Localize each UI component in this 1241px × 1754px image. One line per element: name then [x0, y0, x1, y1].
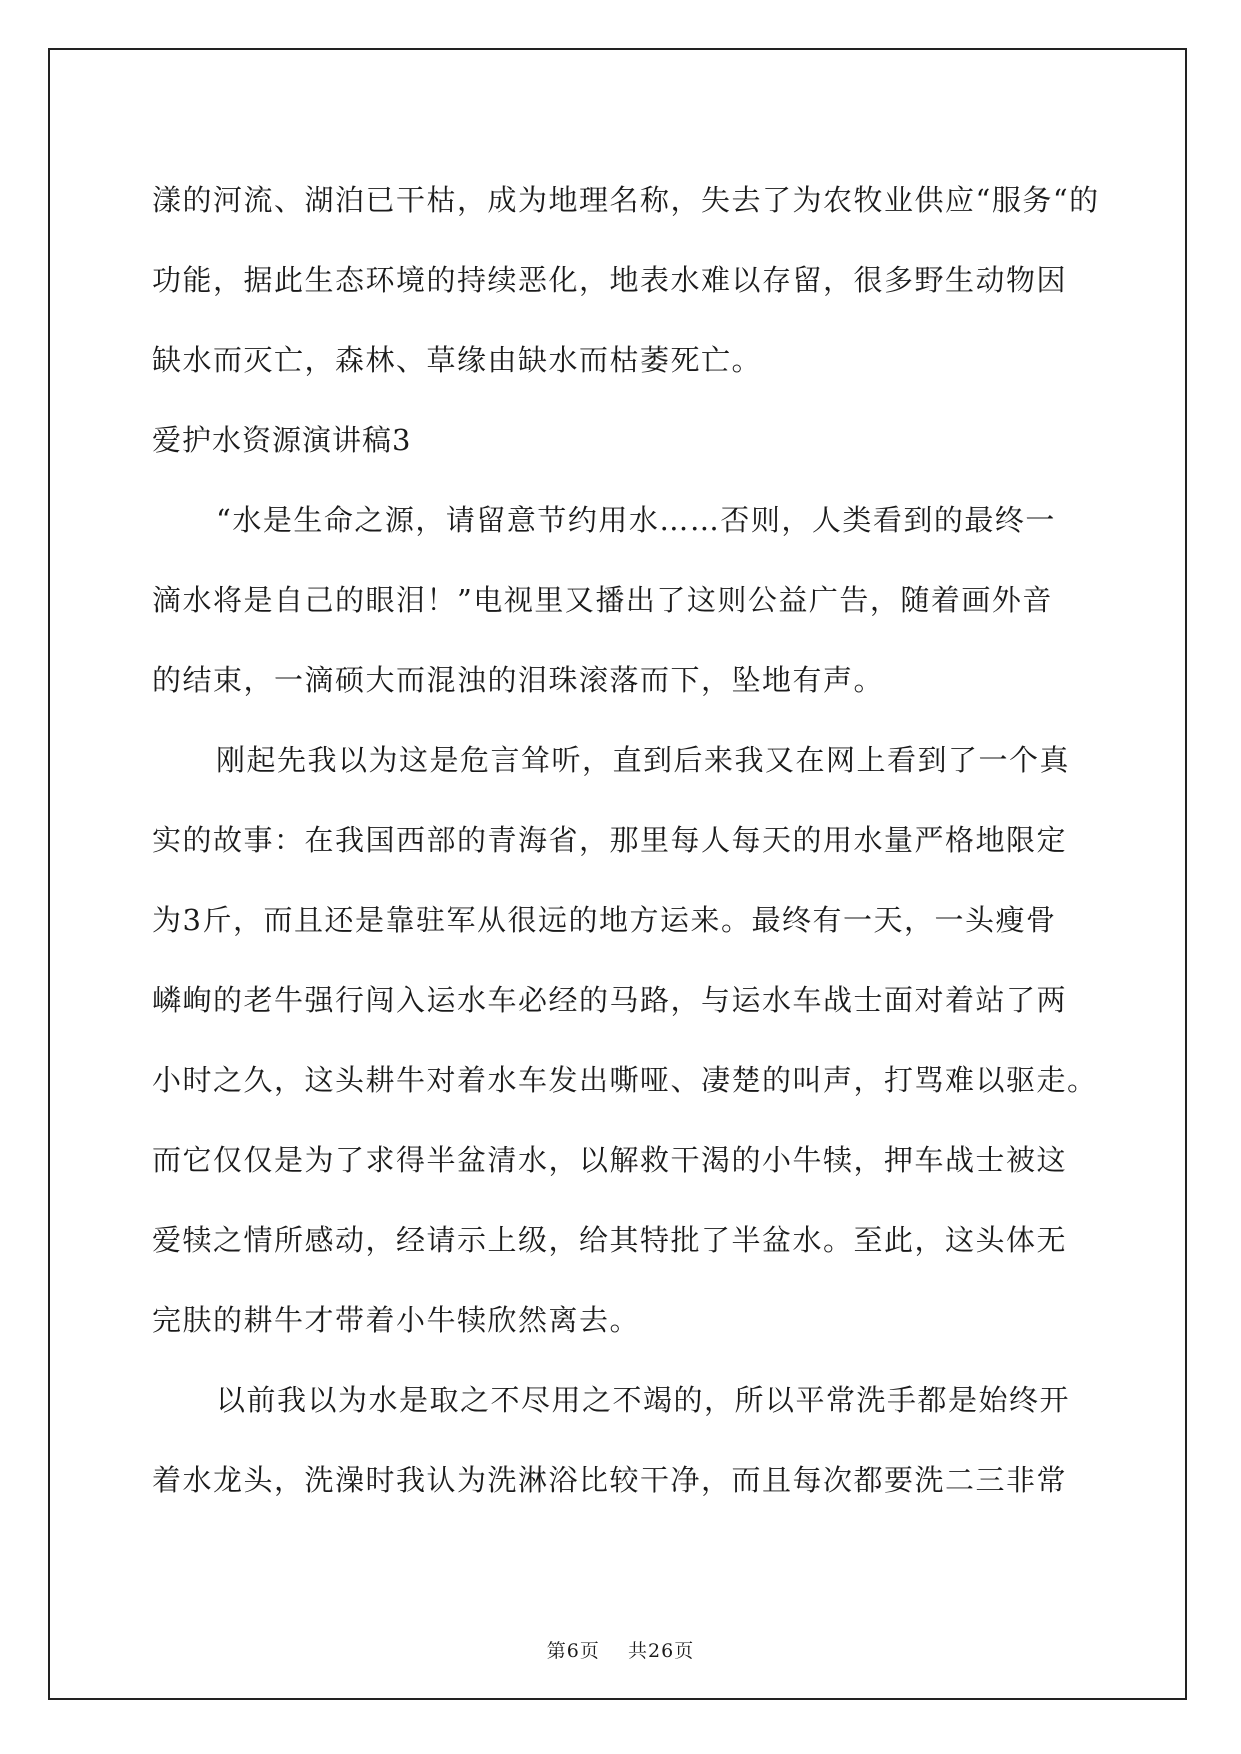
- text-line: 着水龙头，洗澡时我认为洗淋浴比较干净，而且每次都要洗二三非常: [152, 1463, 1068, 1497]
- text-line: 功能，据此生态环境的持续恶化，地表水难以存留，很多野生动物因: [152, 263, 1068, 297]
- text-line: 嶙峋的老牛强行闯入运水车必经的马路，与运水车战士面对着站了两: [152, 983, 1068, 1017]
- text-line: 漾的河流、湖泊已干枯，成为地理名称，失去了为农牧业供应“服务“的: [152, 183, 1100, 217]
- text-line: 实的故事：在我国西部的青海省，那里每人每天的用水量严格地限定: [152, 823, 1068, 857]
- text-line: 以前我以为水是取之不尽用之不竭的，所以平常洗手都是始终开: [216, 1383, 1071, 1417]
- paragraph-1: [152, 480, 1092, 720]
- paragraph-2: [152, 720, 1098, 1360]
- text-line: 而它仅仅是为了求得半盆清水，以解救干渴的小牛犊，押车战士被这: [152, 1143, 1068, 1177]
- text-line: 为3斤，而且还是靠驻军从很远的地方运来。最终有一天，一头瘦骨: [152, 903, 1057, 937]
- text-line: 小时之久，这头耕牛对着水车发出嘶哑、凄楚的叫声，打骂难以驱走。: [152, 1063, 1098, 1097]
- text-line: 滴水将是自己的眼泪！”电视里又播出了这则公益广告，随着画外音: [152, 583, 1053, 617]
- text-line: 爱犊之情所感动，经请示上级，给其特批了半盆水。至此，这头体无: [152, 1223, 1068, 1257]
- text-line: 的结束，一滴硕大而混浊的泪珠滚落而下，坠地有声。: [152, 663, 885, 697]
- page-total: 共26页: [628, 1640, 695, 1662]
- paragraph-3: [152, 1360, 1092, 1520]
- text-line: 缺水而灭亡，森林、草缘由缺水而枯萎死亡。: [152, 343, 763, 377]
- document-body: [152, 160, 1100, 1520]
- page-footer: [0, 1636, 1241, 1663]
- page-number: 第6页: [546, 1640, 600, 1662]
- text-line: 完肤的耕牛才带着小牛犊欣然离去。: [152, 1303, 641, 1337]
- section-heading: 爱护水资源演讲稿3: [152, 423, 412, 457]
- text-line: 刚起先我以为这是危言耸听，直到后来我又在网上看到了一个真: [216, 743, 1071, 777]
- text-line: “水是生命之源，请留意节约用水……否则，人类看到的最终一: [216, 503, 1056, 537]
